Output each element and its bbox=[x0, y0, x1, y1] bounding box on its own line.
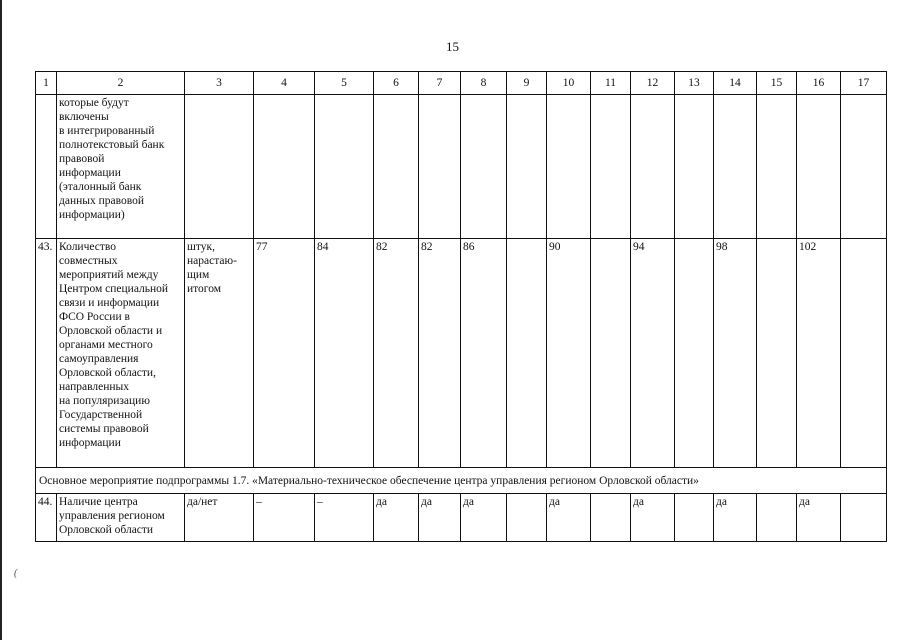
value-cell bbox=[714, 95, 757, 239]
value-cell: да bbox=[797, 494, 841, 542]
table-row-43 bbox=[36, 239, 887, 468]
value-cell bbox=[461, 95, 507, 239]
value-cell: да bbox=[547, 494, 591, 542]
value-cell bbox=[757, 494, 797, 542]
value-cell: 102 bbox=[797, 239, 841, 468]
value-cell: – bbox=[254, 494, 315, 542]
indicators-table bbox=[35, 71, 887, 542]
value-cell bbox=[841, 494, 887, 542]
value-cell: да bbox=[631, 494, 675, 542]
value-cell: да bbox=[374, 494, 419, 542]
value-cell bbox=[507, 239, 547, 468]
value-cell bbox=[757, 239, 797, 468]
column-header-cell: 14 bbox=[714, 72, 757, 95]
value-cell: 82 bbox=[419, 239, 461, 468]
column-header-cell: 3 bbox=[185, 72, 254, 95]
row-number-cell bbox=[36, 95, 57, 239]
value-cell: 98 bbox=[714, 239, 757, 468]
column-header-cell: 8 bbox=[461, 72, 507, 95]
unit-cell: да/нет bbox=[185, 494, 254, 542]
value-cell: 77 bbox=[254, 239, 315, 468]
value-cell bbox=[591, 95, 631, 239]
column-header-cell: 16 bbox=[797, 72, 841, 95]
column-header-cell: 17 bbox=[841, 72, 887, 95]
column-header-cell: 11 bbox=[591, 72, 631, 95]
value-cell bbox=[419, 95, 461, 239]
value-cell bbox=[591, 239, 631, 468]
table-row-44 bbox=[36, 494, 887, 542]
value-cell bbox=[757, 95, 797, 239]
value-cell bbox=[507, 95, 547, 239]
column-header-cell: 2 bbox=[57, 72, 185, 95]
table-row-continued bbox=[36, 95, 887, 239]
unit-cell bbox=[185, 95, 254, 239]
scan-artifact: ( bbox=[14, 568, 18, 579]
column-header-cell: 15 bbox=[757, 72, 797, 95]
section-heading: Основное мероприятие подпрограммы 1.7. «Материально-техническое обеспечение центра управления регионом Орловской области» bbox=[36, 468, 887, 494]
column-header-cell: 12 bbox=[631, 72, 675, 95]
unit-cell: штук, нарастаю- щим итогом bbox=[185, 239, 254, 468]
value-cell bbox=[315, 95, 374, 239]
value-cell: да bbox=[461, 494, 507, 542]
column-header-cell: 5 bbox=[315, 72, 374, 95]
value-cell bbox=[507, 494, 547, 542]
value-cell bbox=[254, 95, 315, 239]
value-cell bbox=[841, 95, 887, 239]
column-header-cell: 9 bbox=[507, 72, 547, 95]
value-cell bbox=[841, 239, 887, 468]
value-cell: 84 bbox=[315, 239, 374, 468]
indicator-name-cell: Наличие центра управления регионом Орловской области bbox=[57, 494, 185, 542]
value-cell bbox=[374, 95, 419, 239]
value-cell bbox=[547, 95, 591, 239]
column-header-cell: 7 bbox=[419, 72, 461, 95]
value-cell bbox=[631, 95, 675, 239]
left-margin-rule bbox=[0, 0, 2, 640]
value-cell bbox=[675, 95, 714, 239]
page-number: 15 bbox=[446, 39, 459, 54]
value-cell: 94 bbox=[631, 239, 675, 468]
value-cell: 90 bbox=[547, 239, 591, 468]
row-number-cell: 43. bbox=[36, 239, 57, 468]
indicator-name-cell: Количество совместных мероприятий между Центром специальной связи и информации ФСО России в Орловской области и органами местного самоуправления Орловской области, направленных на популяризацию Государственной системы правовой информации bbox=[57, 239, 185, 468]
indicator-name-cell: которые будут включены в интегрированный полнотекстовый банк правовой информации (эталонный банк данных правовой информации) bbox=[57, 95, 185, 239]
value-cell bbox=[797, 95, 841, 239]
value-cell: – bbox=[315, 494, 374, 542]
value-cell: да bbox=[419, 494, 461, 542]
value-cell: 82 bbox=[374, 239, 419, 468]
column-header-cell: 13 bbox=[675, 72, 714, 95]
value-cell bbox=[675, 239, 714, 468]
section-heading-row bbox=[36, 468, 887, 494]
column-header-cell: 10 bbox=[547, 72, 591, 95]
column-header-cell: 6 bbox=[374, 72, 419, 95]
value-cell bbox=[675, 494, 714, 542]
row-number-cell: 44. bbox=[36, 494, 57, 542]
value-cell: 86 bbox=[461, 239, 507, 468]
column-header-cell: 1 bbox=[36, 72, 57, 95]
value-cell bbox=[591, 494, 631, 542]
value-cell: да bbox=[714, 494, 757, 542]
column-number-header-row bbox=[36, 72, 887, 95]
column-header-cell: 4 bbox=[254, 72, 315, 95]
